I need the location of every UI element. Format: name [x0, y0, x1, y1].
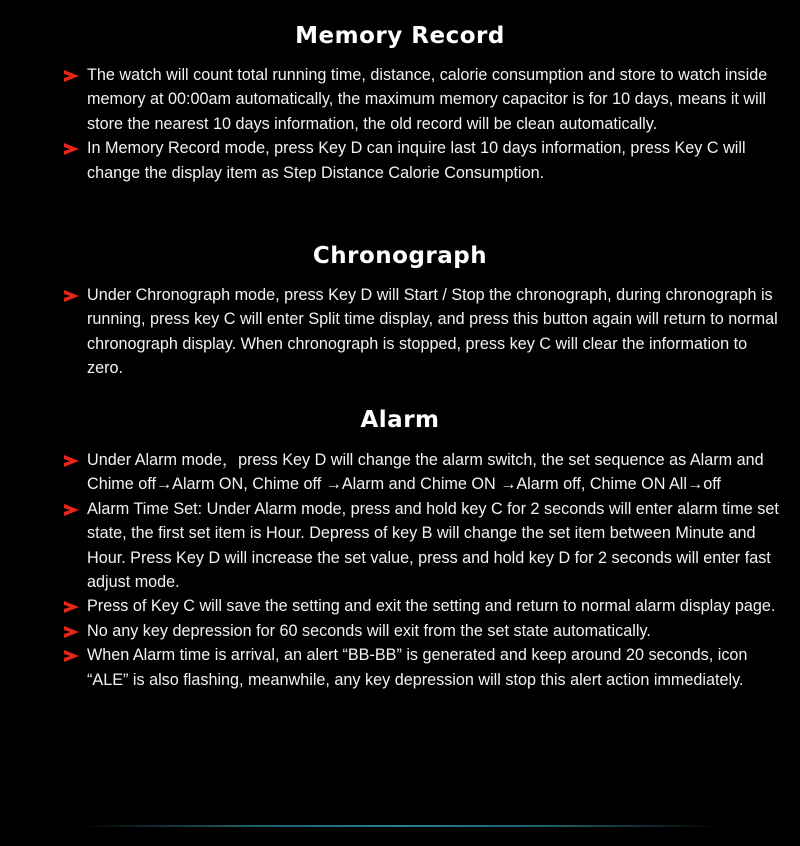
bullet-text: Under Chronograph mode, press Key D will Start / Stop the chronograph, during chronograph is running, press key C will enter Split time display, and press this button again will return to normal chronograph display. When chronograph is stopped, press key C will clear the information to zero.: [87, 286, 778, 378]
section-chronograph: [0, 241, 800, 381]
list-item: [0, 619, 800, 643]
list-item: [0, 448, 800, 497]
section-title: Alarm: [360, 407, 440, 433]
bullet-list: [0, 448, 800, 692]
section-title: Memory Record: [295, 23, 505, 49]
bullet-list: [0, 63, 800, 185]
bullet-text: Press of Key C will save the setting and exit the setting and return to normal alarm display page.: [87, 597, 776, 616]
section-alarm: [0, 405, 800, 692]
red-arrowhead-icon: [64, 626, 79, 638]
red-arrowhead-icon: [64, 143, 79, 155]
section-memory-record: [0, 21, 800, 185]
bullet-text: Under Alarm mode，press Key D will change the alarm switch, the set sequence as Alarm and Chime off→Alarm ON, Chime off →Alarm and Chime ON →Alarm off, Chime ON All→off: [87, 451, 764, 494]
list-item: [0, 643, 800, 692]
list-item: [0, 136, 800, 185]
list-item: [0, 283, 800, 381]
bullet-text: When Alarm time is arrival, an alert “BB-BB” is generated and keep around 20 seconds, icon “ALE” is also flashing, meanwhile, any key depression will stop this alert action immediately.: [87, 646, 748, 689]
red-arrowhead-icon: [64, 650, 79, 662]
list-item: [0, 497, 800, 595]
bullet-text: No any key depression for 60 seconds will exit from the set state automatically.: [87, 621, 651, 640]
list-item: [0, 594, 800, 618]
red-arrowhead-icon: [64, 455, 79, 467]
red-arrowhead-icon: [64, 70, 79, 82]
bullet-text: The watch will count total running time, distance, calorie consumption and store to watch inside memory at 00:00am automatically, the maximum memory capacitor is for 10 days, means it will store the nearest 10 days information, the old record will be clean automatically.: [87, 66, 768, 133]
footer-divider-line: [80, 825, 720, 827]
bullet-list: [0, 283, 800, 381]
red-arrowhead-icon: [64, 601, 79, 613]
list-item: [0, 63, 800, 136]
red-arrowhead-icon: [64, 290, 79, 302]
red-arrowhead-icon: [64, 504, 79, 516]
bullet-text: Alarm Time Set: Under Alarm mode, press and hold key C for 2 seconds will enter alarm time set state, the first set item is Hour. Depress of key B will change the set item between Minute and Hour. Press Key D will increase the set value, press and hold key D for 2 seconds will enter fast adjust mode.: [87, 499, 779, 592]
bullet-text: In Memory Record mode, press Key D can inquire last 10 days information, press Key C will change the display item as Step Distance Calorie Consumption.: [87, 139, 746, 182]
section-title: Chronograph: [312, 243, 488, 269]
